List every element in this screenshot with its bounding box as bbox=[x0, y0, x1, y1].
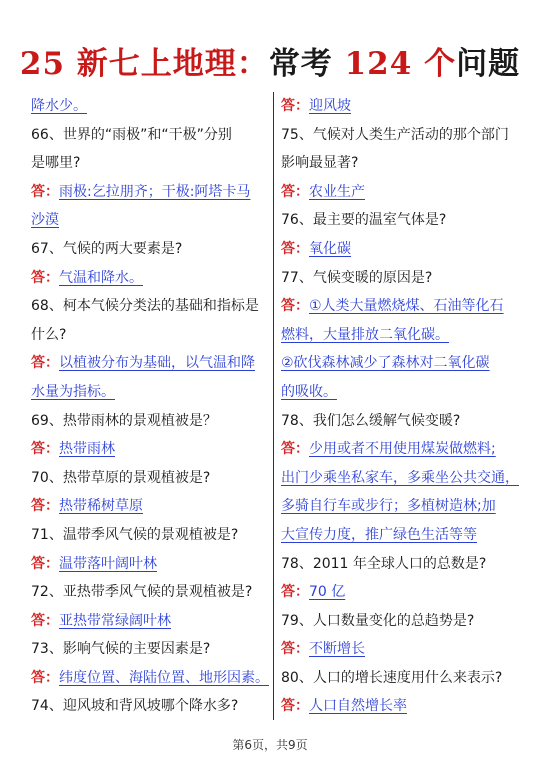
answer-text: 燃料，大量排放二氧化碳。 bbox=[281, 326, 449, 343]
answer-label: 答： bbox=[31, 498, 59, 515]
page-footer: 第6页，共9页 bbox=[232, 738, 308, 752]
question-text: 影响最显著? bbox=[281, 155, 359, 172]
answer-line bbox=[281, 378, 516, 407]
answer-text: 出门少乘坐私家车，多乘坐公共交通， bbox=[281, 469, 519, 486]
answer-label: 答： bbox=[31, 669, 59, 686]
answer-label: 答： bbox=[31, 441, 59, 458]
answer-text: 70 亿 bbox=[309, 584, 346, 601]
question-line bbox=[31, 321, 267, 350]
question-text: 73、影响气候的主要因素是? bbox=[31, 641, 211, 658]
answer-text: 水量为指标。 bbox=[31, 383, 115, 400]
question-line bbox=[31, 464, 267, 493]
answer-line bbox=[31, 378, 267, 407]
answer-label: 答： bbox=[281, 698, 309, 715]
answer-label: 答： bbox=[281, 298, 309, 315]
answer-line bbox=[31, 178, 267, 207]
right-column bbox=[281, 92, 519, 721]
left-column bbox=[31, 92, 267, 721]
title-part-3: 124 bbox=[332, 46, 425, 82]
answer-text: 纬度位置、海陆位置、地形因素。 bbox=[59, 669, 269, 686]
answer-text: 热带雨林 bbox=[59, 441, 115, 458]
column-divider bbox=[273, 92, 274, 720]
answer-line bbox=[281, 464, 519, 493]
answer-line bbox=[31, 435, 267, 464]
title-part-1: 25 新七上地理： bbox=[19, 46, 269, 82]
answer-text: 降水少。 bbox=[31, 98, 87, 114]
question-line bbox=[281, 607, 516, 636]
answer-line bbox=[281, 349, 516, 378]
answer-line bbox=[31, 492, 267, 521]
answer-line bbox=[31, 607, 267, 636]
title-part-4: 个 bbox=[424, 46, 457, 82]
answer-text: 大宣传力度，推广绿色生活等等 bbox=[281, 526, 477, 543]
question-line bbox=[281, 664, 516, 693]
answer-line bbox=[31, 206, 267, 235]
question-text: 74、迎风坡和背风坡哪个降水多? bbox=[31, 698, 239, 715]
answer-label: 答： bbox=[281, 183, 309, 200]
question-line bbox=[281, 264, 516, 293]
question-text: 75、气候对人类生产活动的那个部门 bbox=[281, 126, 509, 143]
page-title bbox=[0, 38, 540, 83]
question-line bbox=[281, 149, 516, 178]
answer-line bbox=[31, 264, 267, 293]
answer-line bbox=[281, 178, 516, 207]
answer-line bbox=[31, 349, 267, 378]
question-line bbox=[31, 521, 267, 550]
question-text: 77、气候变暖的原因是? bbox=[281, 269, 433, 286]
answer-line bbox=[281, 635, 516, 664]
answer-text: 以植被分布为基础，以气温和降 bbox=[59, 355, 255, 372]
question-line bbox=[281, 206, 516, 235]
answer-label: 答： bbox=[31, 355, 59, 372]
question-line bbox=[281, 121, 516, 150]
question-line bbox=[31, 149, 267, 178]
question-line bbox=[31, 235, 267, 264]
question-text: 78、我们怎么缓解气候变暖? bbox=[281, 412, 461, 429]
answer-text: 的吸收。 bbox=[281, 383, 337, 400]
answer-line bbox=[281, 692, 516, 721]
question-text: 72、亚热带季风气候的景观植被是? bbox=[31, 584, 253, 601]
question-text: 69、热带雨林的景观植被是？ bbox=[31, 412, 217, 429]
answer-text: ①人类大量燃烧煤、石油等化石 bbox=[309, 298, 504, 315]
question-line bbox=[31, 292, 267, 321]
answer-line bbox=[281, 292, 516, 321]
answer-line bbox=[281, 492, 516, 521]
answer-text: 沙漠 bbox=[31, 212, 59, 229]
question-text: 67、气候的两大要素是? bbox=[31, 240, 183, 257]
answer-label: 答： bbox=[281, 240, 309, 257]
question-line bbox=[31, 692, 267, 721]
answer-label: 答： bbox=[281, 584, 309, 601]
answer-text: 热带稀树草原 bbox=[59, 498, 143, 515]
answer-line bbox=[31, 664, 267, 693]
question-text: 68、柯本气候分类法的基础和指标是 bbox=[31, 298, 259, 315]
answer-line bbox=[281, 435, 516, 464]
answer-text: 多骑自行车或步行；多植树造林;加 bbox=[281, 498, 496, 515]
answer-label: 答： bbox=[281, 441, 309, 458]
question-text: 70、热带草原的景观植被是? bbox=[31, 469, 211, 486]
question-line bbox=[31, 121, 267, 150]
answer-label: 答： bbox=[31, 612, 59, 629]
answer-text: 人口自然增长率 bbox=[309, 698, 407, 715]
answer-label: 答： bbox=[281, 641, 309, 658]
question-text: 79、人口数量变化的总趋势是? bbox=[281, 612, 475, 629]
question-text: 80、人口的增长速度用什么来表示? bbox=[281, 669, 503, 686]
question-line bbox=[31, 635, 267, 664]
answer-text: 气温和降水。 bbox=[59, 269, 143, 286]
answer-line bbox=[31, 550, 267, 579]
answer-text: 温带落叶阔叶林 bbox=[59, 555, 157, 572]
answer-text: 氧化碳 bbox=[309, 240, 351, 257]
answer-text: ②砍伐森林减少了森林对二氧化碳 bbox=[281, 355, 490, 372]
answer-text: 亚热带常绿阔叶林 bbox=[59, 612, 171, 629]
answer-label: 答： bbox=[31, 183, 59, 200]
answer-line bbox=[281, 92, 516, 121]
question-line bbox=[31, 407, 267, 436]
question-text: 66、世界的“雨极”和“干极”分别 bbox=[31, 126, 232, 143]
answer-line bbox=[31, 92, 267, 121]
title-part-5: 问题 bbox=[456, 46, 521, 82]
answer-text: 农业生产 bbox=[309, 183, 365, 200]
question-text: 是哪里? bbox=[31, 155, 81, 172]
answer-text: 少用或者不用使用煤炭做燃料; bbox=[309, 441, 496, 458]
answer-text: 雨极:乞拉朋齐；干极:阿塔卡马 bbox=[59, 183, 251, 200]
answer-line bbox=[281, 521, 516, 550]
answer-text: 不断增长 bbox=[309, 641, 365, 658]
question-line bbox=[281, 407, 516, 436]
question-text: 76、最主要的温室气体是? bbox=[281, 212, 447, 229]
answer-line bbox=[281, 578, 516, 607]
title-part-2: 常考 bbox=[268, 46, 333, 82]
question-text: 什么? bbox=[31, 326, 67, 343]
question-text: 78、2011 年全球人口的总数是? bbox=[281, 555, 487, 572]
answer-text: 迎风坡 bbox=[309, 98, 351, 114]
answer-line bbox=[281, 321, 516, 350]
answer-label: 答： bbox=[31, 269, 59, 286]
question-line bbox=[31, 578, 267, 607]
question-text: 71、温带季风气候的景观植被是? bbox=[31, 526, 239, 543]
answer-label: 答： bbox=[281, 98, 309, 114]
answer-line bbox=[281, 235, 516, 264]
answer-label: 答： bbox=[31, 555, 59, 572]
question-line bbox=[281, 550, 516, 579]
